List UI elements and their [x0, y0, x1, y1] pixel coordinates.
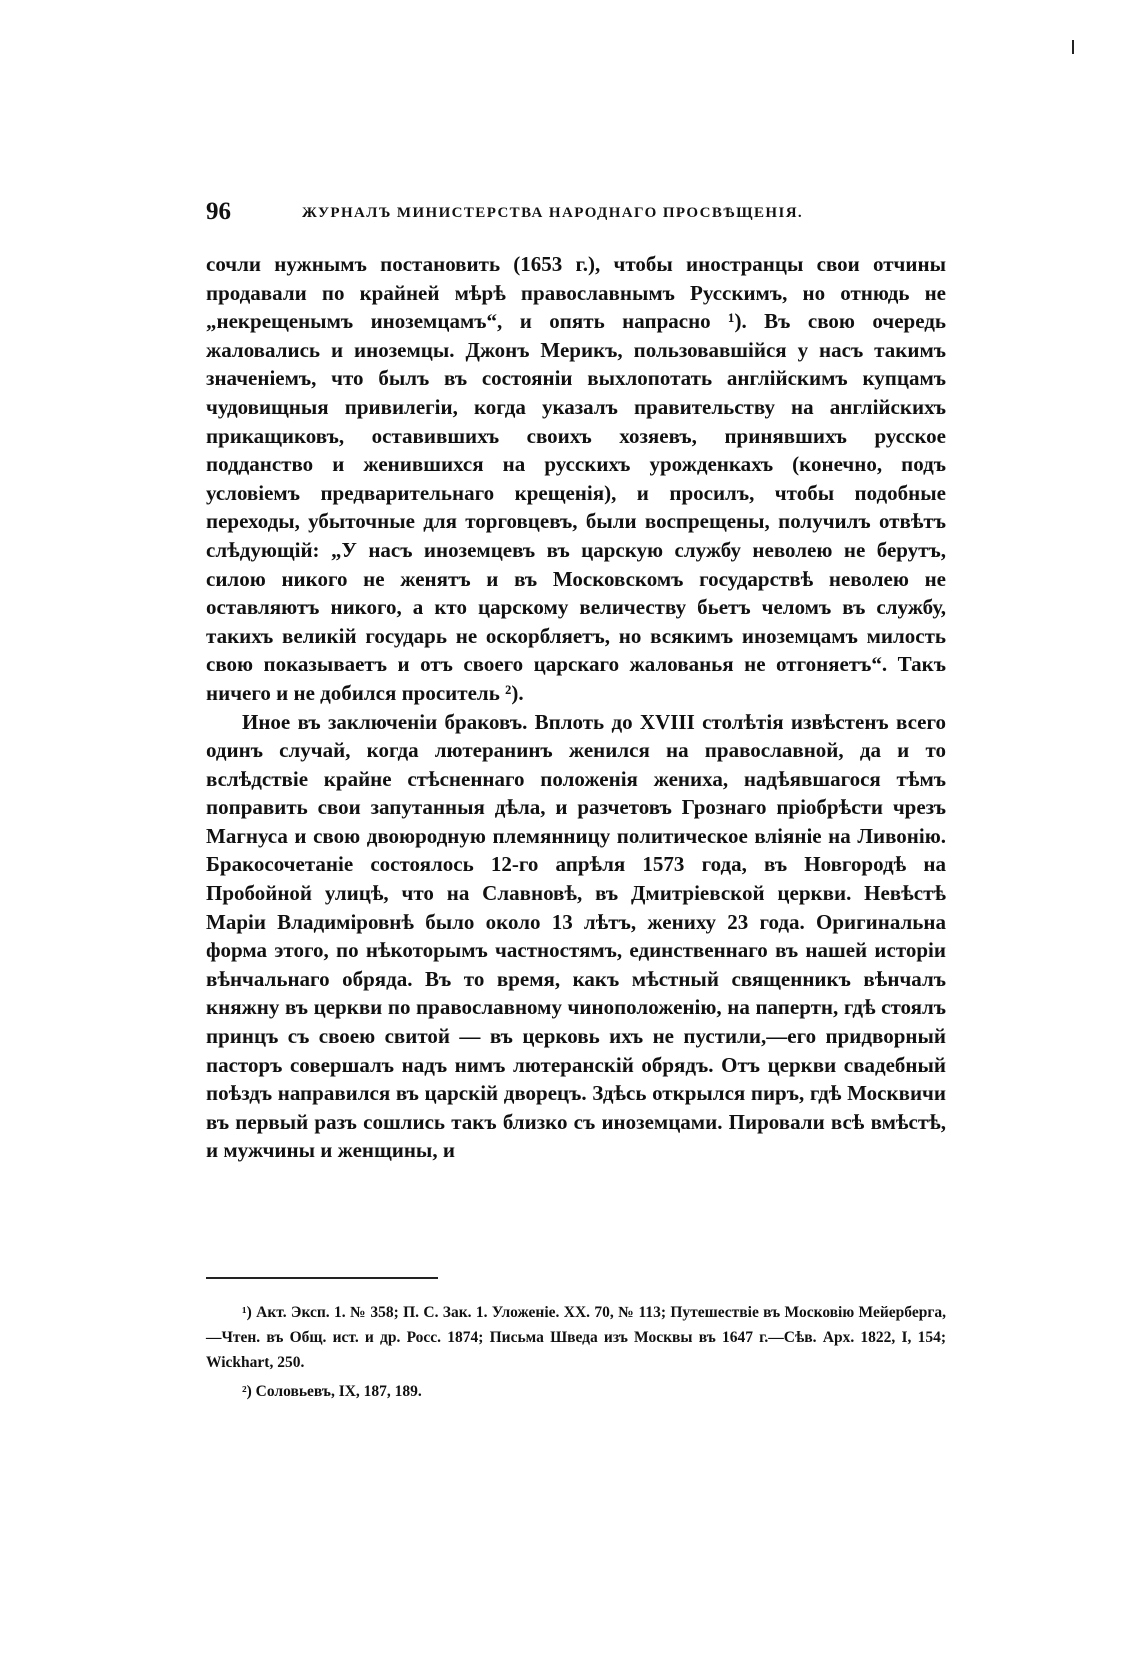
running-head: ЖУРНАЛЪ МИНИСТЕРСТВА НАРОДНАГО ПРОСВѢЩЕНІЯ. — [302, 205, 804, 221]
footnote-1: ¹) Акт. Эксп. 1. № 358; П. С. Зак. 1. Уложеніе. XX. 70, № 113; Путешествіе въ Московію Мейерберга,—Чтен. въ Общ. ист. и др. Росс. 1874; Письма Шведа изъ Москвы въ 1647 г.—Сѣв. Арх. 1822, I, 154; Wickhart, 250. — [206, 1304, 946, 1371]
footnotes — [206, 1300, 946, 1408]
body-text — [206, 250, 946, 1165]
footnote-rule — [206, 1277, 438, 1279]
page-number: 96 — [206, 198, 231, 225]
page-header — [206, 198, 946, 232]
paragraph-2: Иное въ заключеніи браковъ. Вплоть до XVIII столѣтія извѣстенъ всего одинъ случай, когда лютеранинъ женился на православной, да и то вслѣдствіе крайне стѣсненнаго положенія жениха, надѣявшагося тѣмъ поправить свои запутанныя дѣла, и разчетовъ Грознаго пріобрѣсти чрезъ Магнуса и свою двоюродную племянницу политическое вліяніе на Ливонію. Бракосочетаніе состоялось 12-го апрѣля 1573 года, въ Новгородѣ на Пробойной улицѣ, что на Славновѣ, въ Дмитріевской церкви. Невѣстѣ Маріи Владиміровнѣ было около 13 лѣтъ, жениху 23 года. Оригинальна форма этого, по нѣкоторымъ частностямъ, единственнаго въ нашей исторіи вѣнчальнаго обряда. Въ то время, какъ мѣстный священникъ вѣнчалъ княжну въ церкви по православному чиноположенію, на папертн, гдѣ стоялъ принцъ съ своею свитой — въ церковь ихъ не пустили,—его придворный пасторъ совершалъ надъ нимъ лютеранскій обрядъ. Отъ церкви свадебный поѣздъ направился въ царскій дворецъ. Здѣсь открылся пиръ, гдѣ Москвичи въ первый разъ сошлись такъ близко съ иноземцами. Пировали всѣ вмѣстѣ, и мужчины и женщины, и — [206, 709, 946, 1163]
footnote-2: ²) Соловьевъ, IX, 187, 189. — [242, 1383, 422, 1400]
paragraph-1: сочли нужнымъ постановить (1653 г.), чтобы иностранцы свои отчины продавали по крайней мѣрѣ православнымъ Русскимъ, но отнюдь не „некрещенымъ иноземцамъ“, и опять напрасно ¹). Въ свою очередь жаловались и иноземцы. Джонъ Мерикъ, пользовавшійся у насъ такимъ значеніемъ, что былъ въ состояніи выхлопотать англійскимъ купцамъ чудовищныя привилегіи, когда указалъ правительству на англійскихъ прикащиковъ, оставившихъ своихъ хозяевъ, принявшихъ русское подданство и женившихся на русскихъ урожденкахъ (конечно, подъ условіемъ предварительнаго крещенія), и просилъ, чтобы подобные переходы, убыточные для торговцевъ, были воспрещены, получилъ отвѣтъ слѣдующій: „У насъ иноземцевъ въ царскую службу неволею не берутъ, силою никого не женятъ и въ Московскомъ государствѣ неволею не оставляютъ никого, а кто царскому величеству бьетъ челомъ въ службу, такихъ великій государь не оскорбляетъ, но всякимъ иноземцамъ милость свою показываетъ и отъ своего царскаго жалованья не отгоняетъ“. Такъ ничего и не добился проситель ²). — [206, 252, 946, 705]
margin-mark — [1072, 40, 1074, 54]
